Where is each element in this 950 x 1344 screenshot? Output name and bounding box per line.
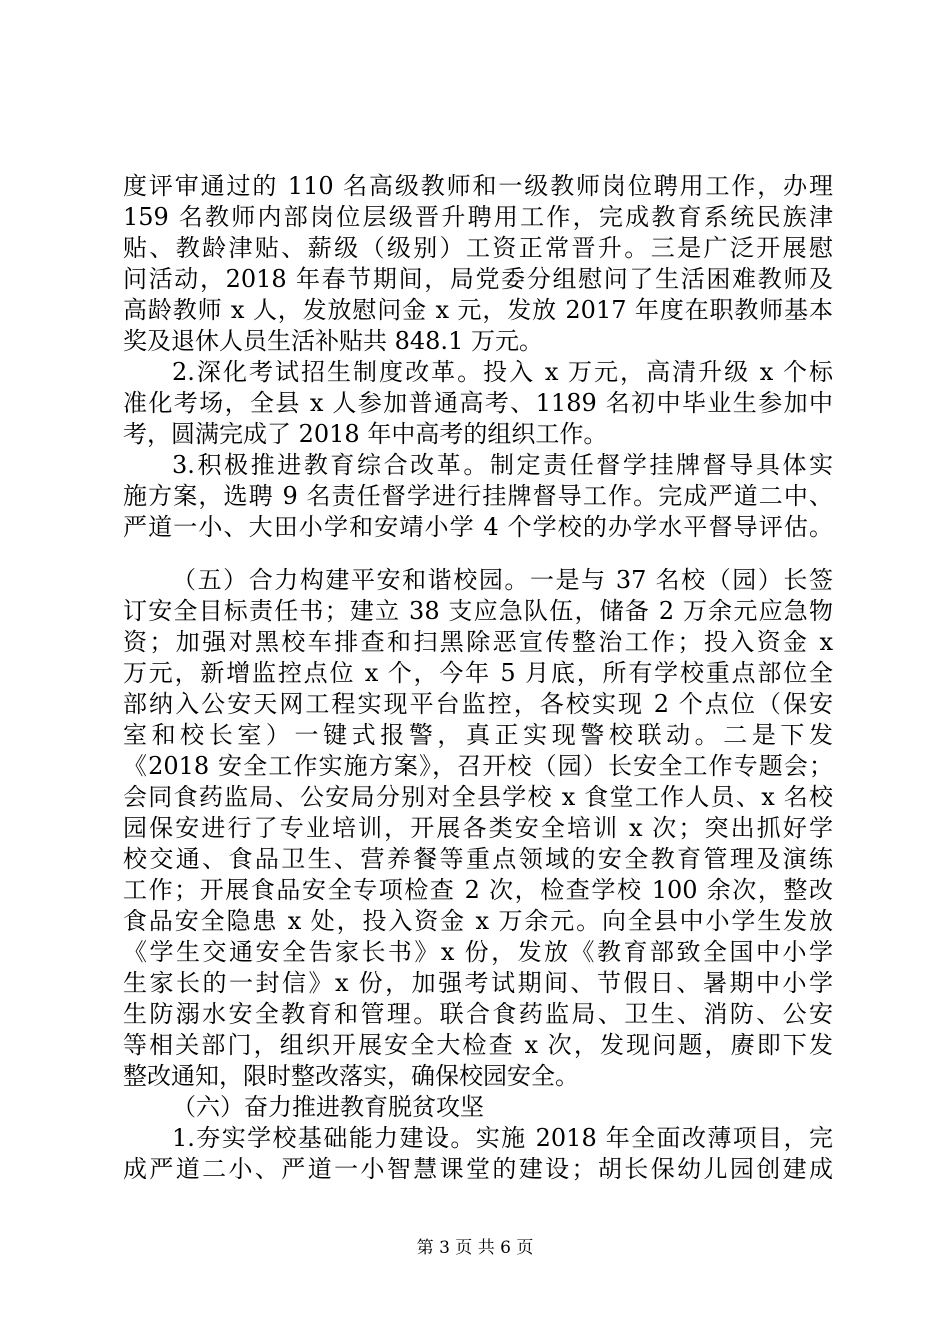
text-line: 食品安全隐患 x 处，投入资金 x 万余元。向全县中小学生发放	[123, 907, 833, 935]
text-line: 整改通知，限时整改落实，确保校园安全。	[123, 1062, 579, 1090]
text-line: 高龄教师 x 人，发放慰问金 x 元，发放 2017 年度在职教师基本	[123, 296, 833, 324]
text-line: 考，圆满完成了 2018 年中高考的组织工作。	[123, 420, 608, 448]
text-line: 等相关部门，组织开展安全大检查 x 次，发现问题，赓即下发	[123, 1031, 833, 1059]
text-line: 贴、教龄津贴、薪级（级别）工资正常晋升。三是广泛开展慰	[123, 234, 833, 262]
text-line: 工作；开展食品安全专项检查 2 次，检查学校 100 余次，整改	[123, 876, 833, 904]
text-line: 《2018 安全工作实施方案》，召开校（园）长安全工作专题会；	[123, 752, 833, 780]
text-line: 部纳入公安天网工程实现平台监控，各校实现 2 个点位（保安	[123, 690, 833, 718]
text-line: 资；加强对黑校车排查和扫黑除恶宣传整治工作；投入资金 x	[123, 628, 833, 656]
text-line: 生家长的一封信》x 份，加强考试期间、节假日、暑期中小学	[123, 969, 833, 997]
paragraph-start-line: 3.积极推进教育综合改革。制定责任督学挂牌督导具体实	[172, 451, 833, 479]
text-line: 施方案，选聘 9 名责任督学进行挂牌督导工作。完成严道二中、	[123, 482, 833, 510]
text-line: 会同食药监局、公安局分别对全县学校 x 食堂工作人员、x 名校	[123, 783, 833, 811]
text-line: 订安全目标责任书；建立 38 支应急队伍，储备 2 万余元应急物	[123, 597, 833, 625]
text-line: 奖及退休人员生活补贴共 848.1 万元。	[123, 327, 543, 355]
text-line: 准化考场，全县 x 人参加普通高考、1189 名初中毕业生参加中	[123, 389, 833, 417]
text-line: 校交通、食品卫生、营养餐等重点领域的安全教育管理及演练	[123, 845, 833, 873]
text-line: 室和校长室）一键式报警，真正实现警校联动。二是下发	[123, 721, 833, 749]
text-line: 生防溺水安全教育和管理。联合食药监局、卫生、消防、公安	[123, 1000, 833, 1028]
text-line: 《学生交通安全告家长书》x 份，发放《教育部致全国中小学	[123, 938, 833, 966]
text-line: 成严道二小、严道一小智慧课堂的建设；胡长保幼儿园创建成	[123, 1155, 833, 1183]
text-line: 严道一小、大田小学和安靖小学 4 个学校的办学水平督导评估。	[123, 513, 833, 541]
text-line: 159 名教师内部岗位层级晋升聘用工作，完成教育系统民族津	[123, 203, 833, 231]
paragraph-start-line: 1.夯实学校基础能力建设。实施 2018 年全面改薄项目，完	[172, 1124, 833, 1152]
paragraph-start-line: （六）奋力推进教育脱贫攻坚	[172, 1093, 484, 1121]
text-line: 万元，新增监控点位 x 个，今年 5 月底，所有学校重点部位全	[123, 659, 833, 687]
paragraph-start-line: （五）合力构建平安和谐校园。一是与 37 名校（园）长签	[172, 566, 833, 594]
paragraph-start-line: 2.深化考试招生制度改革。投入 x 万元，高清升级 x 个标	[172, 358, 833, 386]
text-line: 度评审通过的 110 名高级教师和一级教师岗位聘用工作，办理	[123, 172, 833, 200]
text-line: 园保安进行了专业培训，开展各类安全培训 x 次；突出抓好学	[123, 814, 833, 842]
text-line: 问活动，2018 年春节期间，局党委分组慰问了生活困难教师及	[123, 265, 833, 293]
page-number-footer: 第 3 页 共 6 页	[416, 1238, 534, 1258]
